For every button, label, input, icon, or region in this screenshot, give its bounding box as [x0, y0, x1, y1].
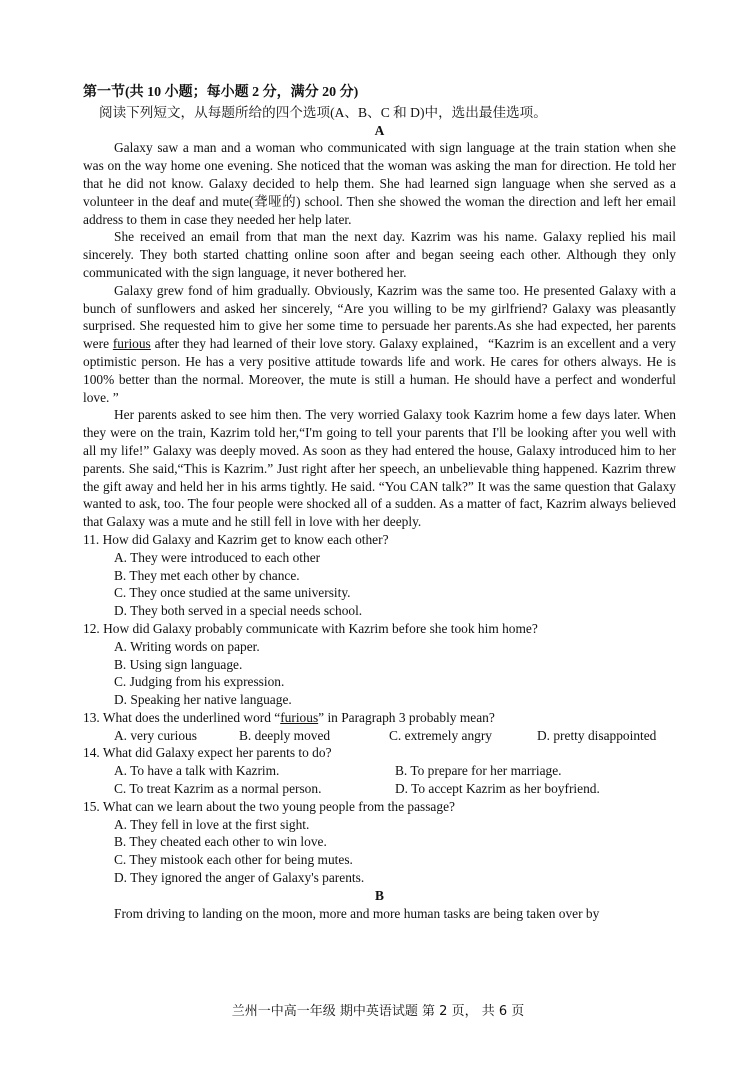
section-instruction: 阅读下列短文，从每题所给的四个选项(A、B、C 和 D)中，选出最佳选项。: [99, 104, 547, 120]
question-12-option-a: A. Writing words on paper.: [114, 638, 260, 654]
question-15-stem: 15. What can we learn about the two young people from the passage?: [83, 798, 455, 814]
paragraph-4: Her parents asked to see him then. The very worried Galaxy took Kazrim home a few days later. When they were on the train, Kazrim told her,“I'm going to tell your parents that I'll be looking after you well with all my life!” Galaxy was deeply moved. As soon as they had entered the house, Galaxy introduced him to her parents. She said,“This is Kazrim.” Just right after her speech, an unbelievable thing happened. Kazrim threw the gift away and held her in his arms tightly. He said. “You CAN talk?” It was the same question that Galaxy wanted to ask, too. The four people were shocked all of a sudden. As a matter of fact, Kazrim always believed that Galaxy was a mute and he still fell in love with her deeply.: [83, 407, 676, 530]
question-15-option-a: A. They fell in love at the first sight.: [114, 816, 310, 832]
question-15-option-c: C. They mistook each other for being mutes.: [114, 852, 353, 868]
question-14-options-row-2: [114, 780, 676, 798]
passage-b-first-line: From driving to landing on the moon, more and more human tasks are being taken over by: [114, 905, 600, 921]
question-11-option-b: B. They met each other by chance.: [114, 567, 300, 583]
paragraph-3-part-1: Galaxy grew fond of him gradually. Obviously, Kazrim was the same too. He presented Galaxy with a bunch of sunflowers and asked her sincerely, “Are you willing to be my girlfriend? Galaxy was pleasantly surprised. She requested him to give her some time to persuade her parents.As she had expected, her parents were: [83, 282, 676, 352]
underlined-word: furious: [112, 336, 151, 352]
question-14-options-row-1: [114, 762, 676, 780]
page-content: [83, 84, 676, 922]
passage-b-heading: B: [375, 887, 384, 903]
question-13-option-c: C. extremely angry: [389, 727, 492, 743]
page-footer: 兰州一中高一年级 期中英语试题 第 2 页， 共 6 页: [231, 1004, 525, 1019]
paragraph-3: [83, 282, 676, 407]
question-13-stem-part-2: ” in Paragraph 3 probably mean?: [318, 709, 495, 725]
question-12-option-b: B. Using sign language.: [114, 656, 243, 672]
question-13-option-b: B. deeply moved: [239, 727, 331, 743]
question-12-stem: 12. How did Galaxy probably communicate with Kazrim before she took him home?: [83, 620, 538, 636]
question-13-option-d: D. pretty disappointed: [537, 727, 657, 743]
question-12-option-d: D. Speaking her native language.: [114, 692, 292, 708]
question-13-stem-part-1: 13. What does the underlined word “: [83, 709, 281, 725]
question-15-option-b: B. They cheated each other to win love.: [114, 834, 327, 850]
question-11-stem: 11. How did Galaxy and Kazrim get to know each other?: [83, 531, 389, 547]
paragraph-3-part-2: after they had learned of their love story. Galaxy explained，“Kazrim is an excellent and a very optimistic person. He has a very positive attitude towards life and work. He cares for others always. He is 100% better than the normal. Moreover, the mute is still a human. He should have a perfect and wonderful love. ”: [83, 336, 676, 405]
question-11-option-c: C. They once studied at the same university.: [114, 585, 351, 601]
question-13-underlined-word: furious: [280, 709, 319, 725]
question-14-option-a: A. To have a talk with Kazrim.: [114, 763, 280, 779]
question-12-option-c: C. Judging from his expression.: [114, 674, 285, 690]
question-14-stem: 14. What did Galaxy expect her parents to do?: [83, 745, 332, 761]
passage-a-heading: A: [374, 122, 385, 138]
question-14-option-d: D. To accept Kazrim as her boyfriend.: [395, 781, 600, 797]
question-13-options: [114, 727, 676, 745]
question-13-stem: [83, 709, 676, 727]
question-11-option-d: D. They both served in a special needs school.: [114, 603, 363, 619]
question-13-option-a: A. very curious: [114, 727, 197, 743]
section-title: 第一节(共 10 小题；每小题 2 分，满分 20 分): [83, 85, 359, 100]
question-15-option-d: D. They ignored the anger of Galaxy's parents.: [114, 870, 365, 886]
question-14-option-c: C. To treat Kazrim as a normal person.: [114, 781, 322, 797]
question-11-option-a: A. They were introduced to each other: [114, 549, 321, 565]
question-14-option-b: B. To prepare for her marriage.: [395, 763, 562, 779]
paragraph-1: Galaxy saw a man and a woman who communicated with sign language at the train station when she was on the way home one evening. She noticed that the woman was asking the man for direction. He told her that he did not know. Galaxy decided to help them. She had learned sign language when she served as a volunteer in the deaf and mute(聋哑的) school. Then she showed the woman the direction and left her email address to them in case they needed her help later.: [83, 140, 676, 227]
paragraph-2: She received an email from that man the next day. Kazrim was his name. Galaxy replied his mail sincerely. They both started chatting online soon after and began seeing each other. Although they only communicated with the sign language, it never bothered her.: [83, 229, 676, 280]
